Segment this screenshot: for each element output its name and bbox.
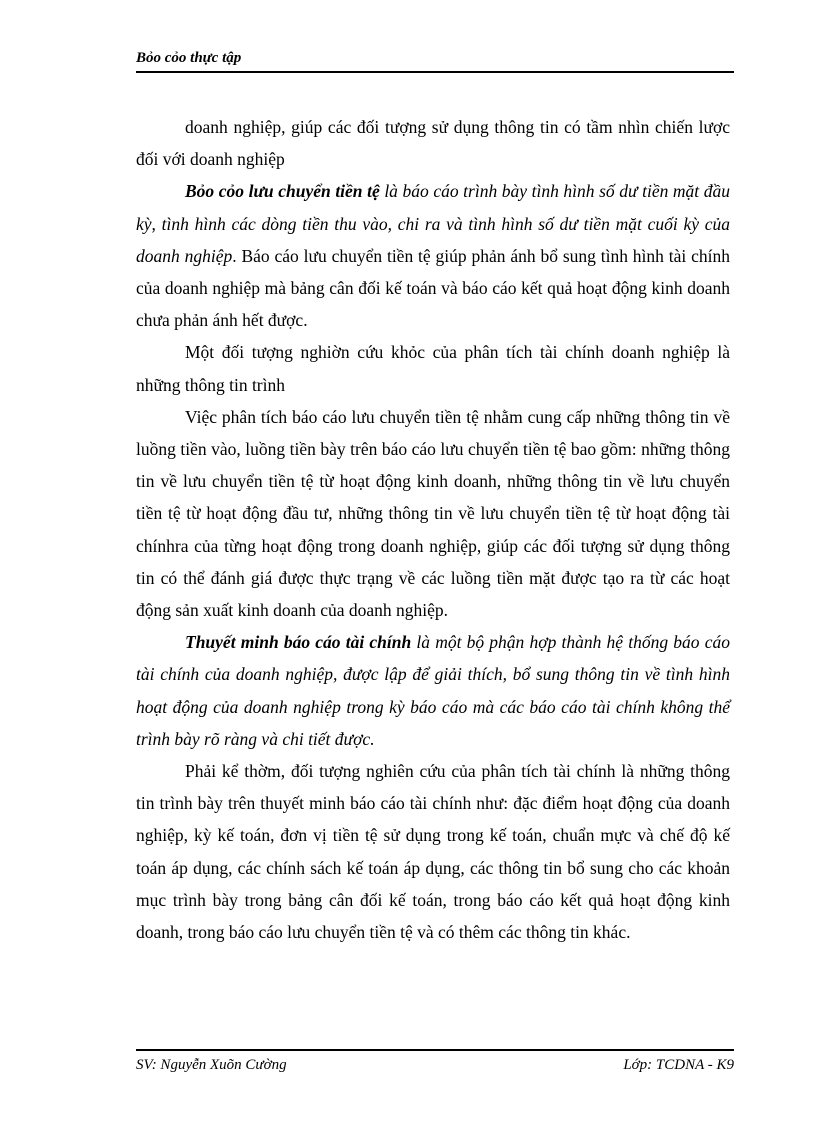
footer-class: Lớp: TCDNA - K9 bbox=[623, 1057, 734, 1073]
paragraph-research-object: Một đối tượng nghiờn cứu khỏc của phân tích tài chính doanh nghiệp là những thông tin trình bbox=[136, 342, 730, 395]
paragraph-notes-financial-statements bbox=[136, 626, 730, 755]
page-header bbox=[136, 47, 734, 73]
footer-student-name: SV: Nguyễn Xuõn Cường bbox=[136, 1057, 287, 1073]
definition-notes-financial-statements: là một bộ phận hợp thành hệ thống báo cáo tài chính của doanh nghiệp, được lập để giải thích, bổ sung thông tin về tình hình hoạt động của doanh nghiệp trong kỳ báo cáo mà các báo cáo tài chính không thể trình bày rõ ràng và chi tiết được. bbox=[136, 632, 730, 749]
term-cash-flow-statement: Bỏo cỏo lưu chuyển tiền tệ bbox=[185, 181, 380, 202]
paragraph-cash-flow-statement bbox=[136, 175, 730, 336]
paragraph-additional-objects: Phải kể thờm, đối tượng nghiên cứu của phân tích tài chính là những thông tin trình bày trên thuyết minh báo cáo tài chính như: đặc điểm hoạt động của doanh nghiệp, kỳ kế toán, đơn vị tiền tệ sử dụng trong kế toán, chuẩn mực và chế độ kế toán áp dụng, các chính sách kế toán áp dụng, các thông tin bổ sung cho các khoản mục trình bày trong bảng cân đối kế toán, trong báo cáo kết quả hoạt động kinh doanh, trong báo cáo lưu chuyển tiền tệ và có thêm các thông tin khác. bbox=[136, 761, 730, 943]
term-notes-financial-statements: Thuyết minh báo cáo tài chính bbox=[185, 632, 412, 653]
definition-cash-flow-statement: là báo cáo trình bày tình hình số dư tiền mặt đầu kỳ, tình hình các dòng tiền thu vào, chi ra và tình hình số dư tiền mặt cuối kỳ của doanh nghiệp bbox=[136, 181, 730, 266]
paragraph-continuation: doanh nghiệp, giúp các đối tượng sử dụng thông tin có tầm nhìn chiến lược đối với doanh nghiệp bbox=[136, 117, 730, 170]
document-body bbox=[136, 111, 730, 948]
paragraph-cash-flow-analysis: Việc phân tích báo cáo lưu chuyển tiền tệ nhằm cung cấp những thông tin về luồng tiền vào, luồng tiền bày trên báo cáo lưu chuyển tiền tệ bao gồm: những thông tin về lưu chuyển tiền tệ từ hoạt động kinh doanh, những thông tin về lưu chuyển tiền tệ từ hoạt động đầu tư, những thông tin về lưu chuyển tiền tệ từ hoạt động tài chínhra của từng hoạt động trong doanh nghiệp, giúp các đối tượng sử dụng thông tin có thể đánh giá được thực trạng về các luồng tiền mặt được tạo ra từ các hoạt động sản xuất kinh doanh của doanh nghiệp. bbox=[136, 406, 730, 621]
page-footer bbox=[136, 1049, 734, 1081]
header-title: Bỏo cỏo thực tập bbox=[136, 50, 242, 66]
paragraph-cash-flow-rest: . Báo cáo lưu chuyển tiền tệ giúp phản ánh bổ sung tình hình tài chính của doanh nghiệp mà bảng cân đối kế toán và báo cáo kết quả hoạt động kinh doanh chưa phản ánh hết được. bbox=[136, 245, 730, 331]
